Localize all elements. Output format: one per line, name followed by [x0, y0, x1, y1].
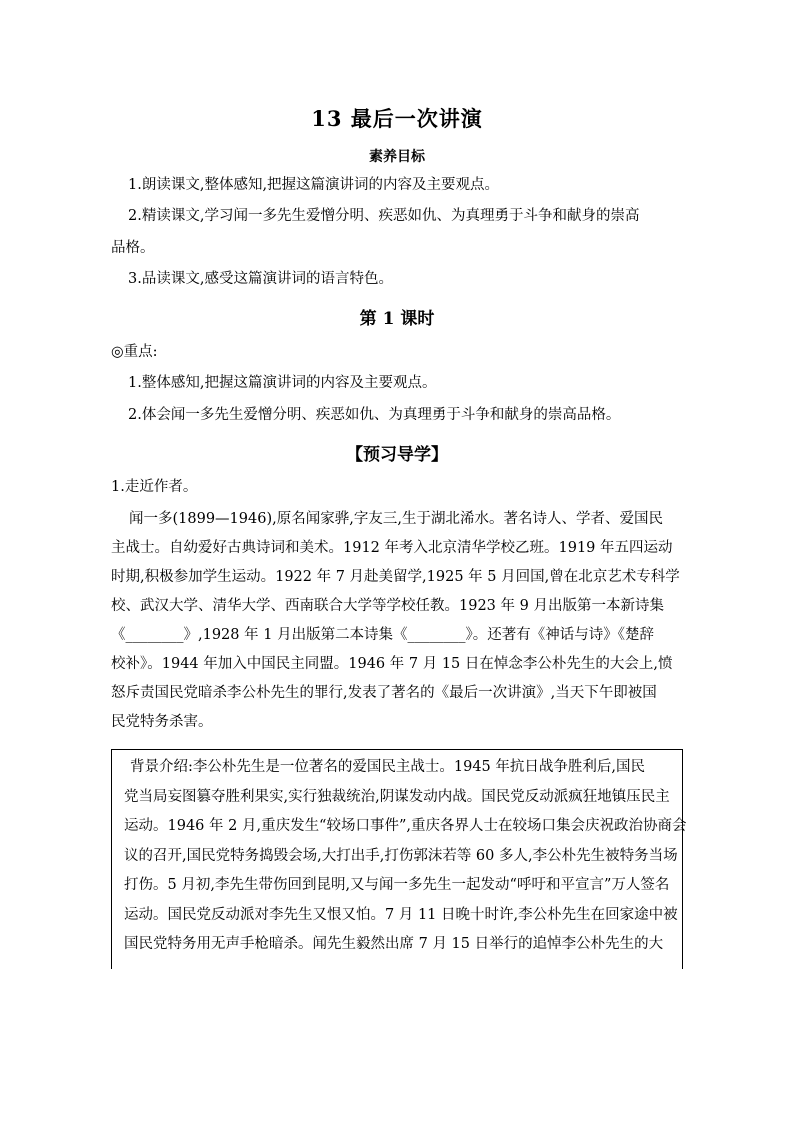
bio-line: 怒斥责国民党暗杀李公朴先生的罪行,发表了著名的《最后一次讲演》,当天下午即被国 — [111, 685, 657, 701]
goal-item-3: 3.品读课文,感受这篇演讲词的语言特色。 — [128, 271, 393, 287]
goals-heading: 素养目标 — [369, 149, 425, 165]
goal-item-1: 1.朗读课文,整体感知,把握这篇演讲词的内容及主要观点。 — [128, 177, 500, 193]
bio-line: 主战士。自幼爱好古典诗词和美术。1912 年考入北京清华学校乙班。1919 年五四运动 — [111, 540, 673, 556]
key-point-2: 2.体会闻一多先生爱憎分明、疾恶如仇、为真理勇于斗争和献身的崇高品格。 — [128, 407, 621, 423]
author-bio — [111, 505, 683, 737]
goal-item-2: 2.精读课文,学习闻一多先生爱憎分明、疾恶如仇、为真理勇于斗争和献身的崇高 — [128, 208, 640, 224]
background-line: 运动。国民党反动派对李先生又恨又怕。7 月 11 日晚十时许,李公朴先生在回家途中被 — [124, 906, 678, 923]
bio-line: 校补》。1944 年加入中国民主同盟。1946 年 7 月 15 日在悼念李公朴先生的大会上,愤 — [111, 656, 673, 672]
background-text — [124, 753, 687, 960]
bio-line: 民党特务杀害。 — [111, 714, 213, 730]
background-line: 国民党特务用无声手枪暗杀。闻先生毅然出席 7 月 15 日举行的追悼李公朴先生的大 — [124, 936, 664, 952]
page-title: 13 最后一次讲演 — [311, 106, 483, 131]
background-line: 议的召开,国民党特务捣毁会场,大打出手,打伤郭沫若等 60 多人,李公朴先生被特务当场 — [124, 847, 678, 864]
lesson-heading: 第 1 课时 — [359, 309, 435, 329]
item-1-label: 1.走近作者。 — [111, 479, 198, 495]
key-points-label: ◎重点: — [111, 344, 158, 360]
key-point-1: 1.整体感知,把握这篇演讲词的内容及主要观点。 — [128, 375, 437, 391]
background-line: 背景介绍:李公朴先生是一位著名的爱国民主战士。1945 年抗日战争胜利后,国民 — [130, 759, 646, 775]
background-line: 党当局妄图篡夺胜利果实,实行独裁统治,阴谋发动内战。国民党反动派疯狂地镇压民主 — [124, 788, 670, 805]
bio-line: 《________》,1928 年 1 月出版第二本诗集《________》。还著有《神话与诗》《楚辞 — [111, 627, 655, 643]
section-heading: 【预习导学】 — [346, 445, 448, 465]
bio-line: 时期,积极参加学生运动。1922 年 7 月赴美留学,1925 年 5 月回国,曾在北京艺术专科学 — [111, 569, 680, 585]
background-line: 运动。1946 年 2 月,重庆发生“较场口事件”,重庆各界人士在较场口集会庆祝政治协商会 — [124, 818, 687, 834]
background-line: 打伤。5 月初,李先生带伤回到昆明,又与闻一多先生一起发动“呼吁和平宣言”万人签名 — [124, 877, 670, 893]
bio-line: 闻一多(1899—1946),原名闻家骅,字友三,生于湖北浠水。著名诗人、学者、爱国民 — [129, 511, 663, 527]
goal-item-2-continued: 品格。 — [111, 240, 155, 256]
bio-line: 校、武汉大学、清华大学、西南联合大学等学校任教。1923 年 9 月出版第一本新诗集 — [111, 598, 664, 614]
